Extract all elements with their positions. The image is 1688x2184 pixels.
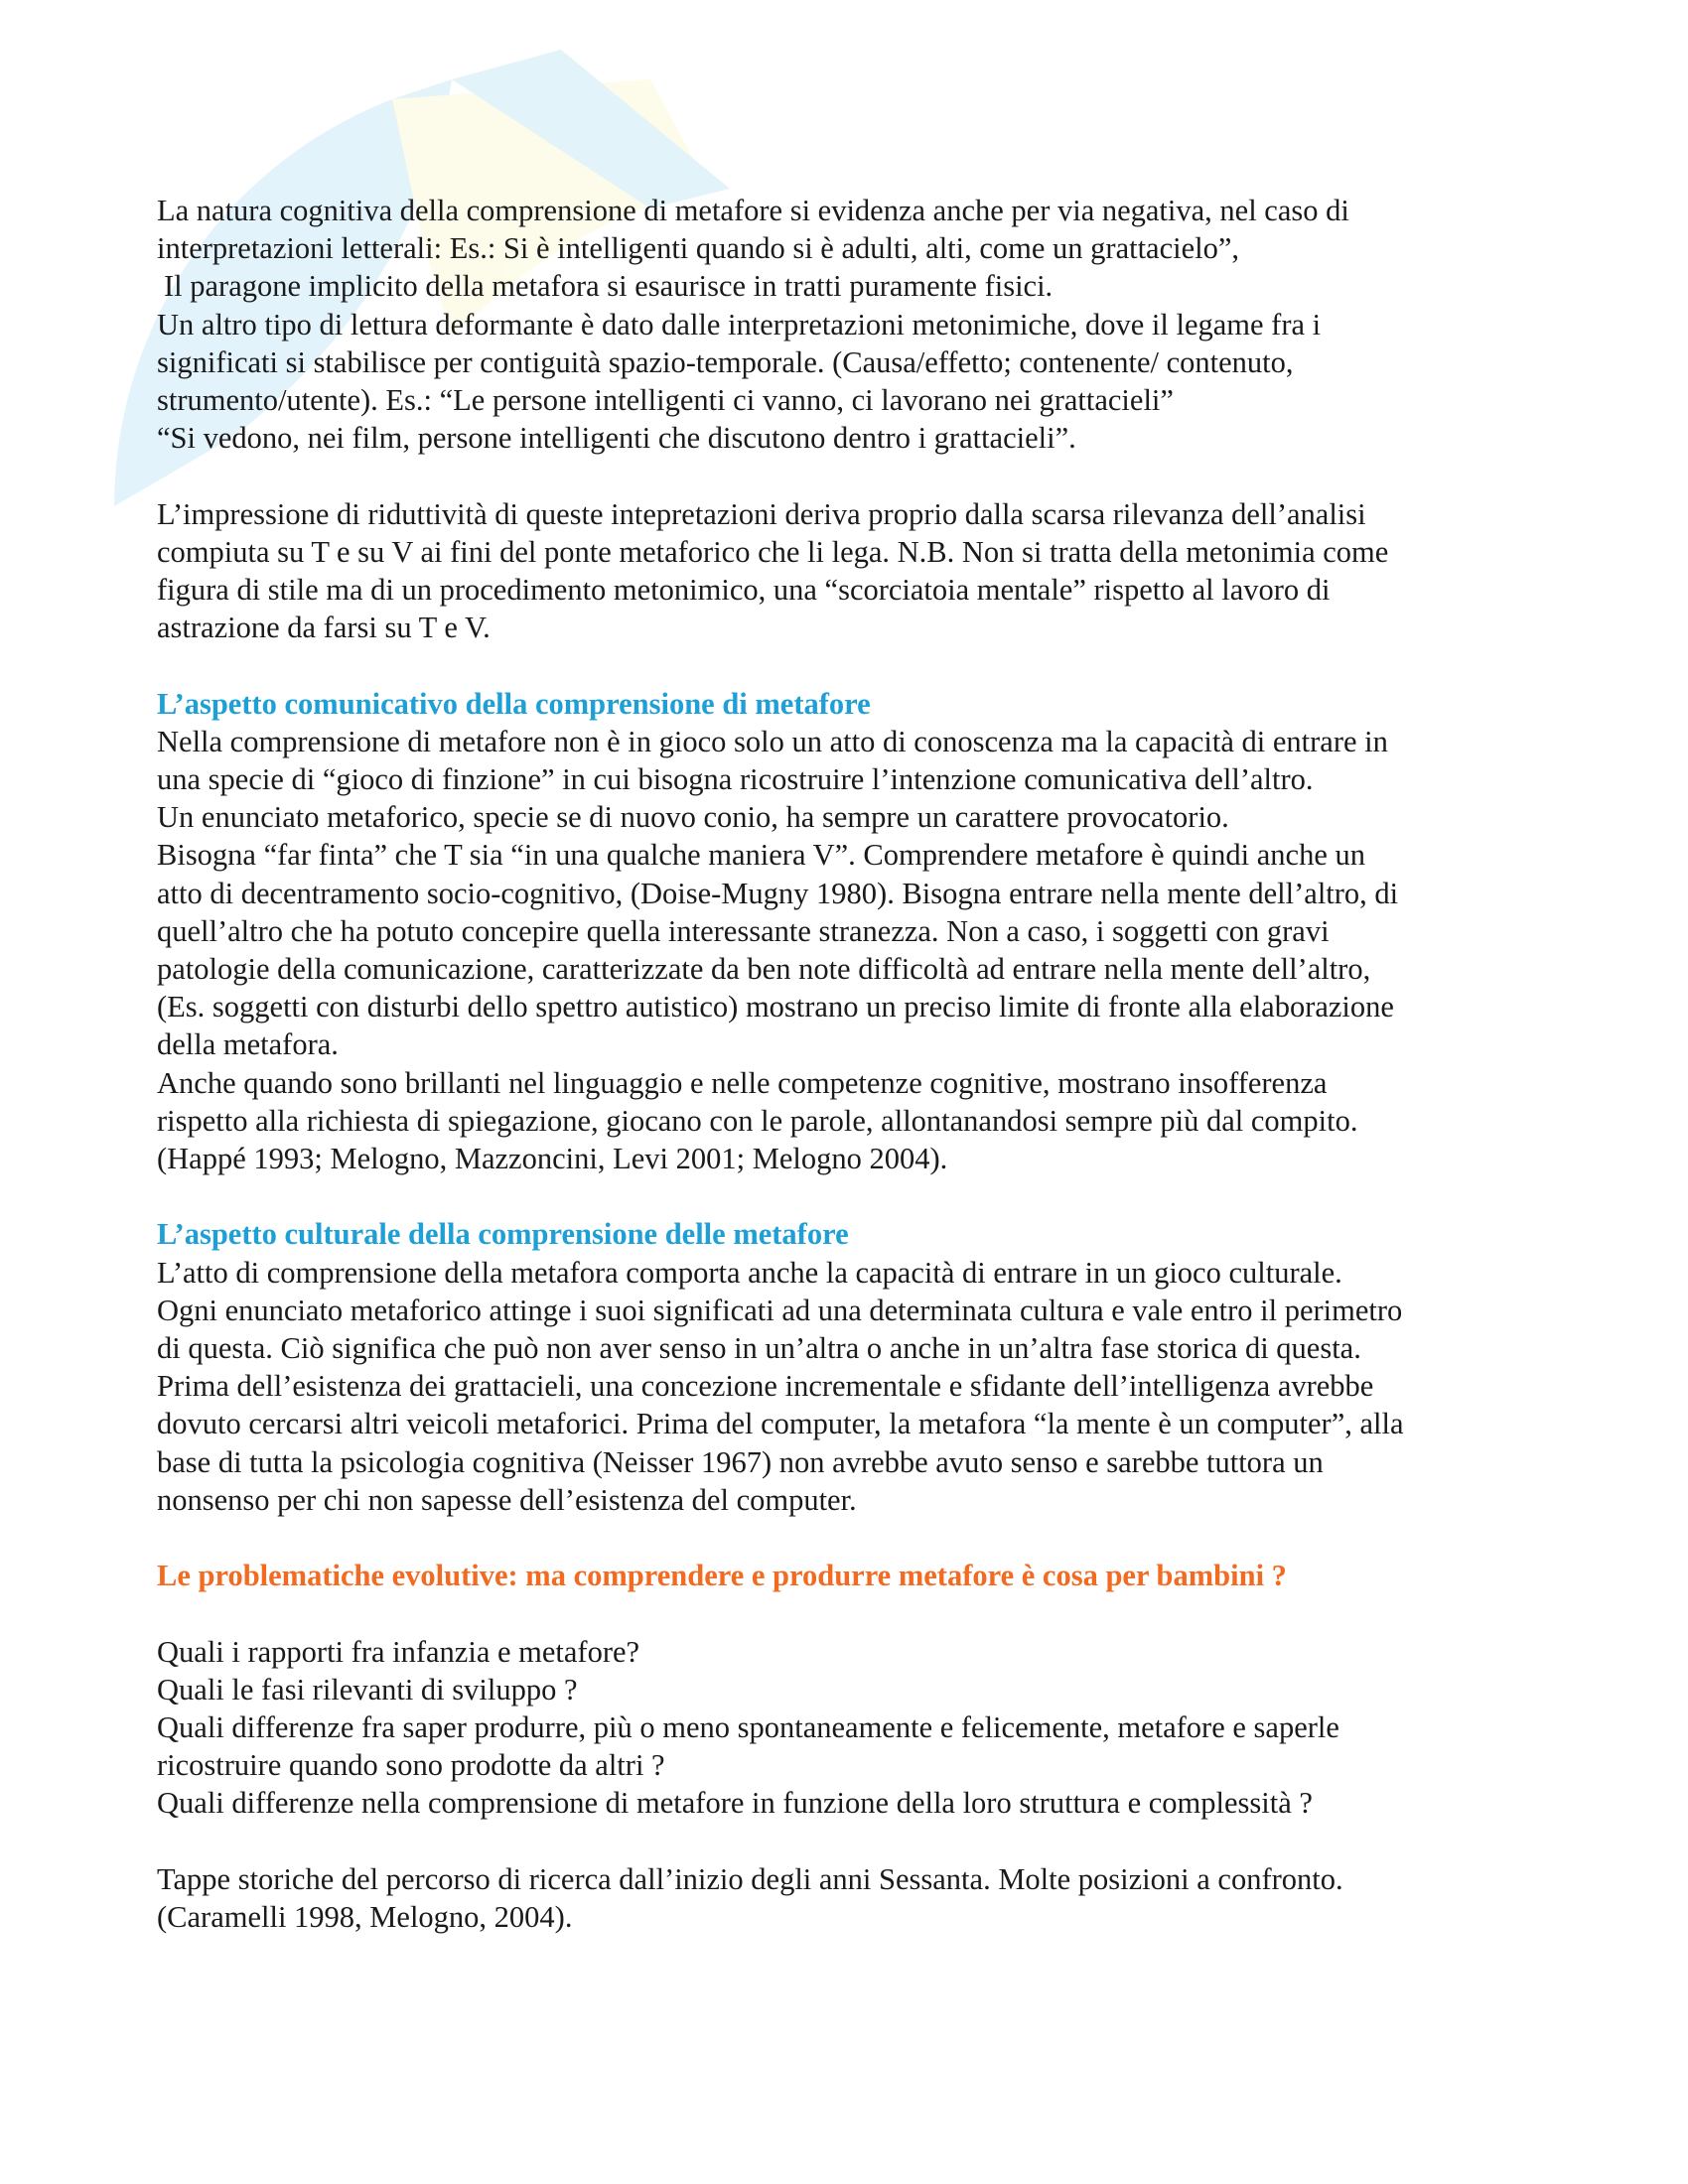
text-line: (Es. soggetti con disturbi dello spettro autistico) mostrano un preciso limite di fronte alla elaborazione	[157, 990, 1394, 1024]
text-line: Un altro tipo di lettura deformante è dato dalle interpretazioni metonimiche, dove il legame fra i	[157, 307, 1322, 341]
question-line: ricostruire quando sono prodotte da altri ?	[157, 1748, 665, 1783]
text-line: compiuta su T e su V ai fini del ponte metaforico che li lega. N.B. Non si tratta della metonimia come	[157, 534, 1389, 569]
question-line: Quali differenze nella comprensione di metafore in funzione della loro struttura e complessità ?	[157, 1786, 1313, 1821]
section-communicative	[157, 685, 1547, 1178]
text-line: Ogni enunciato metaforico attinge i suoi significati ad una determinata cultura e vale entro il perimetro	[157, 1293, 1403, 1327]
text-line: (Caramelli 1998, Melogno, 2004).	[157, 1900, 573, 1935]
section-cultural	[157, 1215, 1547, 1519]
spacer	[157, 1177, 1547, 1215]
spacer	[157, 1519, 1547, 1557]
spacer	[157, 1823, 1547, 1860]
text-line: Un enunciato metaforico, specie se di nuovo conio, ha sempre un carattere provocatorio.	[157, 800, 1229, 835]
question-line: Quali le fasi rilevanti di sviluppo ?	[157, 1672, 578, 1706]
question-line: Quali i rapporti fra infanzia e metafore?	[157, 1634, 640, 1669]
text-line: nonsenso per chi non sapesse dell’esistenza del computer.	[157, 1482, 857, 1517]
text-line: atto di decentramento socio-cognitivo, (Doise-Mugny 1980). Bisogna entrare nella mente dell’altro, di	[157, 876, 1399, 910]
text-line: dovuto cercarsi altri veicoli metaforici. Prima del computer, la metafora “la mente è un computer”, alla	[157, 1407, 1404, 1441]
text-line: interpretazioni letterali: Es.: Si è intelligenti quando si è adulti, alti, come un grattacielo”,	[157, 231, 1240, 266]
section-heading: L’aspetto culturale della comprensione delle metafore	[157, 1217, 849, 1252]
text-line: di questa. Ciò significa che può non aver senso in un’altra o anche in un’altra fase storica di questa.	[157, 1331, 1361, 1366]
text-line: Bisogna “far finta” che T sia “in una qualche maniera V”. Comprendere metafore è quindi anche un	[157, 838, 1365, 873]
text-line: patologie della comunicazione, caratterizzate da ben note difficoltà ad entrare nella mente dell’altro,	[157, 952, 1371, 987]
text-line: (Happé 1993; Melogno, Mazzoncini, Levi 2001; Melogno 2004).	[157, 1142, 948, 1176]
text-line: quell’altro che ha potuto concepire quella interessante stranezza. Non a caso, i soggetti con gravi	[157, 913, 1330, 948]
section-heading: Le problematiche evolutive: ma comprendere e produrre metafore è cosa per bambini ?	[157, 1559, 1287, 1593]
text-line: Il paragone implicito della metafora si esaurisce in tratti puramente fisici.	[164, 269, 1054, 304]
text-line: L’atto di comprensione della metafora comporta anche la capacità di entrare in un gioco culturale.	[157, 1255, 1342, 1290]
text-line: una specie di “gioco di finzione” in cui bisogna ricostruire l’intenzione comunicativa dell’altro.	[157, 762, 1314, 797]
section-heading: L’aspetto comunicativo della comprensione di metafore	[157, 686, 871, 721]
text-line: rispetto alla richiesta di spiegazione, giocano con le parole, allontanandosi sempre più dal compito.	[157, 1103, 1358, 1138]
section-evolutive	[157, 1557, 1547, 1936]
text-line: figura di stile ma di un procedimento metonimico, una “scorciatoia mentale” rispetto al lavoro di	[157, 573, 1331, 608]
document-page	[157, 192, 1547, 1936]
text-line: astrazione da farsi su T e V.	[157, 611, 491, 645]
paragraph-reductiveness	[157, 495, 1547, 647]
text-line: della metafora.	[157, 1027, 339, 1062]
text-line: significati si stabilisce per contiguità spazio-temporale. (Causa/effetto; contenente/ contenuto,	[157, 344, 1294, 379]
text-line: Tappe storiche del percorso di ricerca dall’inizio degli anni Sessanta. Molte posizioni a confronto.	[157, 1861, 1343, 1896]
text-line: Anche quando sono brillanti nel linguaggio e nelle competenze cognitive, mostrano insofferenza	[157, 1065, 1328, 1100]
text-line: Prima dell’esistenza dei grattacieli, una concezione incrementale e sfidante dell’intelligenza avrebbe	[157, 1369, 1374, 1404]
text-line: base di tutta la psicologia cognitiva (Neisser 1967) non avrebbe avuto senso e sarebbe tuttora un	[157, 1444, 1324, 1479]
text-line: strumento/utente). Es.: “Le persone intelligenti ci vanno, ci lavorano nei grattacieli”	[157, 383, 1174, 418]
text-line: La natura cognitiva della comprensione di metafore si evidenza anche per via negativa, nel caso di	[157, 194, 1349, 227]
text-line: L’impressione di riduttività di queste intepretazioni deriva proprio dalla scarsa rilevanza dell’analisi	[157, 496, 1366, 531]
spacer	[157, 1594, 1547, 1632]
text-line: Nella comprensione di metafore non è in gioco solo un atto di conoscenza ma la capacità di entrare in	[157, 724, 1388, 758]
question-line: Quali differenze fra saper produrre, più o meno spontaneamente e felicemente, metafore e saperle	[157, 1710, 1339, 1745]
paragraph-metaphor-interpretation	[157, 192, 1547, 457]
spacer	[157, 646, 1547, 684]
text-line: “Si vedono, nei film, persone intelligenti che discutono dentro i grattacieli”.	[157, 421, 1076, 456]
spacer	[157, 457, 1547, 494]
